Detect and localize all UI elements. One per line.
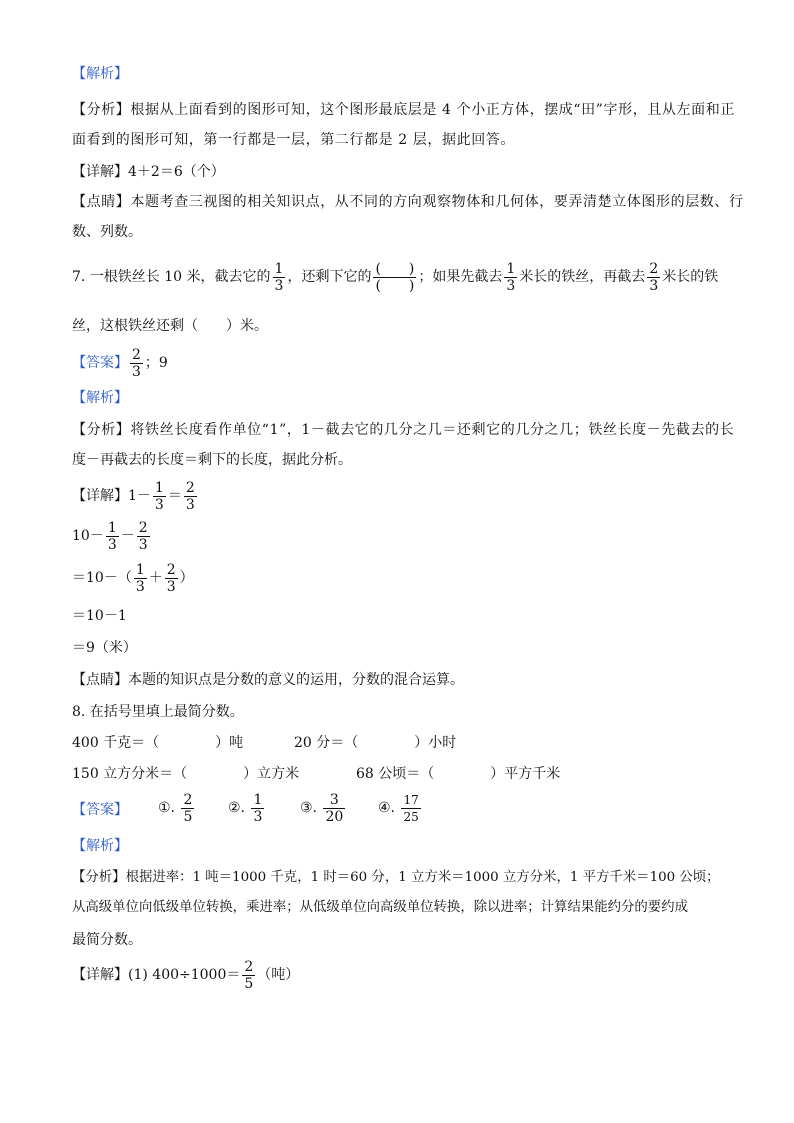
math-text: ）	[179, 570, 194, 586]
answer-label: 【答案】	[72, 355, 128, 371]
q7-fenxi-line-1	[72, 420, 734, 440]
q8-xiangjie	[72, 956, 299, 994]
answer-fraction: $\frac{17}{25}$	[403, 792, 419, 824]
q7-text: 丝，这根铁丝还剩（ ）米。	[72, 318, 268, 334]
answer-fraction: $\frac{2}{5}$	[183, 791, 193, 825]
q7-dianjing	[72, 670, 464, 690]
q8-jiexi-heading	[72, 836, 128, 856]
math-text: ＝9（米）	[72, 640, 137, 656]
q7-step-2	[72, 518, 152, 554]
jiexi-label: 【解析】	[72, 838, 128, 854]
q7-step-3	[72, 560, 194, 596]
q8-answer-1	[158, 790, 196, 826]
fenxi-label: 【分析】	[72, 422, 131, 438]
dianjing-text: 本题考查三视图的相关知识点，从不同的方向观察物体和几何体，要弄清楚立体图形的层数、行	[130, 194, 744, 210]
xiangjie-label: 【详解】	[72, 488, 128, 504]
q8-item-3	[72, 764, 299, 784]
fenxi-text: 根据进率：1 吨＝1000 千克，1 时＝60 分，1 立方米＝1000 立方分米，1 平方千米＝100 公顷；	[125, 870, 720, 885]
answer-fraction: $\frac{2}{3}$	[132, 346, 141, 380]
blank-fraction: $\frac{( )}{( )}$	[375, 260, 415, 294]
q7-text: ，还剩下它的	[287, 269, 372, 285]
q8-answer-4	[378, 790, 423, 826]
q8-fenxi-line-2	[72, 898, 688, 918]
fraction: $\frac{2}{3}$	[185, 479, 195, 513]
answer-mark: ①.	[158, 800, 176, 816]
q6-xiangjie	[72, 162, 225, 182]
q8-item-4	[356, 764, 560, 784]
fraction: $\frac{1}{3}$	[135, 561, 145, 595]
q8-item-text: 400 千克＝（ ）吨	[72, 735, 244, 751]
q8-fenxi-line-1	[72, 868, 720, 888]
q7-text: 米长的铁丝，再截去	[519, 269, 646, 285]
fenxi-label: 【分析】	[72, 102, 131, 118]
math-text: ＝	[167, 488, 182, 504]
math-text: (1) 400÷1000＝	[128, 967, 241, 983]
answer-fraction: $\frac{3}{20}$	[325, 791, 344, 825]
dianjing-text: 本题的知识点是分数的意义的运用，分数的混合运算。	[128, 672, 464, 688]
question-title: 8. 在括号里填上最简分数。	[72, 704, 244, 720]
jiexi-label: 【解析】	[72, 390, 128, 406]
q8-answer	[72, 792, 128, 828]
dianjing-label: 【点睛】	[72, 672, 128, 688]
q7-text: 一根铁丝长 10 米，截去它的	[89, 269, 271, 285]
math-text: 1－	[128, 488, 151, 504]
q8-item-text: 68 公顷＝（ ）平方千米	[356, 766, 561, 782]
answer-fraction: $\frac{1}{3}$	[253, 791, 263, 825]
fenxi-text: 根据从上面看到的图形可知，这个图形最底层是 4 个小正方体，摆成“田”字形，且从左面和正	[130, 102, 735, 118]
answer-label: 【答案】	[72, 802, 128, 818]
xiangjie-label: 【详解】	[72, 164, 128, 180]
fraction: $\frac{2}{3}$	[138, 519, 148, 553]
q7-step-4	[72, 606, 127, 626]
q6-jiexi-heading	[72, 64, 128, 84]
q7-answer	[72, 345, 168, 381]
q7-stem-line-1	[72, 258, 718, 296]
fenxi-label: 【分析】	[72, 870, 126, 885]
q8-item-text: 20 分＝（ ）小时	[294, 735, 457, 751]
xiangjie-label: 【详解】	[72, 967, 128, 983]
fraction: $\frac{1}{3}$	[506, 260, 516, 294]
math-text: －	[120, 528, 135, 544]
xiangjie-text: 4＋2＝6（个）	[128, 164, 225, 180]
math-text: ＋	[148, 570, 163, 586]
q6-dianjing-line-1	[72, 192, 744, 212]
q7-text: 米长的铁	[662, 269, 719, 285]
dianjing-text: 数、列数。	[72, 224, 142, 240]
answer-mark: ④.	[378, 800, 396, 816]
math-text: ＝10－（	[72, 570, 132, 586]
fenxi-text: 将铁丝长度看作单位“1”，1－截去它的几分之几＝还剩它的几分之几；铁丝长度－先截去的长	[130, 422, 735, 438]
fraction: $\frac{2}{5}$	[244, 958, 254, 992]
math-text: ＝10－1	[72, 608, 127, 624]
q8-item-text: 150 立方分米＝（ ）立方米	[72, 766, 300, 782]
jiexi-label: 【解析】	[72, 66, 128, 82]
fenxi-text: 从高级单位向低级单位转换，乘进率；从低级单位向高级单位转换，除以进率；计算结果能约分的要约成	[72, 900, 688, 915]
answer-rest: ；9	[144, 355, 168, 371]
q8-title	[72, 702, 244, 722]
q6-fenxi-line-1	[72, 100, 735, 120]
q6-dianjing-line-2	[72, 222, 142, 242]
fraction: $\frac{1}{3}$	[107, 519, 117, 553]
fraction: $\frac{2}{3}$	[649, 260, 659, 294]
q6-fenxi-line-2	[72, 130, 515, 150]
q7-text: ；如果先截去	[418, 269, 503, 285]
answer-mark: ②.	[228, 800, 246, 816]
question-number: 7.	[72, 269, 86, 285]
fraction: $\frac{1}{3}$	[274, 260, 284, 294]
fraction: $\frac{1}{3}$	[154, 479, 164, 513]
q7-step-1	[72, 478, 199, 514]
math-text: （吨）	[257, 967, 300, 983]
q7-step-5	[72, 638, 137, 658]
q8-item-1	[72, 733, 243, 753]
fraction: $\frac{2}{3}$	[166, 561, 176, 595]
math-text: 10－	[72, 528, 104, 544]
q8-answer-2	[228, 790, 266, 826]
dianjing-label: 【点睛】	[72, 194, 131, 210]
fenxi-text: 面看到的图形可知，第一行都是一层，第二行都是 2 层，据此回答。	[72, 132, 516, 148]
fenxi-text: 最简分数。	[72, 932, 142, 948]
q8-answer-3	[300, 790, 347, 826]
q7-stem-line-2	[72, 316, 268, 336]
answer-mark: ③.	[300, 800, 318, 816]
q8-item-2	[294, 733, 456, 753]
q7-fenxi-line-2	[72, 450, 352, 470]
fenxi-text: 度－再截去的长度＝剩下的长度，据此分析。	[72, 452, 352, 468]
q7-jiexi-heading	[72, 388, 128, 408]
q8-fenxi-line-3	[72, 930, 142, 950]
